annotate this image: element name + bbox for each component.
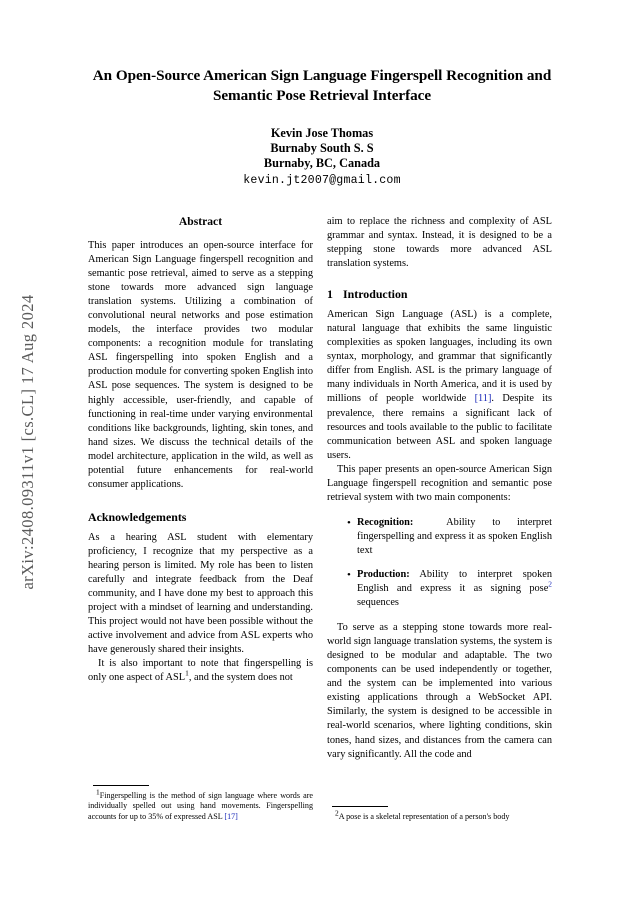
right-column bbox=[327, 215, 552, 762]
intro-text-part2: . Despite its prevalence, there remains a significant lack of resources and tools available to the public to facilitate communication between ASL and spoken language users. bbox=[327, 393, 552, 461]
page-title: An Open-Source American Sign Language Fingerspell Recognition and Semantic Pose Retrieval Interface bbox=[92, 67, 552, 104]
left-column bbox=[88, 215, 313, 685]
footnote-rule bbox=[93, 785, 149, 786]
footnote-text-2 bbox=[327, 808, 552, 822]
author-location: Burnaby, BC, Canada bbox=[263, 156, 381, 171]
author-name: Kevin Jose Thomas bbox=[270, 126, 374, 140]
footnote-marker-2[interactable]: 2 bbox=[548, 579, 552, 589]
acknowledgements-paragraph: As a hearing ASL student with elementary proficiency, I recognize that my perspective as a hearing person is limited. My role has been to listen carefully and integrate feedback from the Deaf community, and I have done my best to approach this project with a mindset of learning and understanding. This project would not have been possible without the active involvement and advice from ASL experts who have generously shared their insights. bbox=[88, 531, 313, 656]
bullet-dot-icon: • bbox=[347, 516, 351, 529]
acknowledgements-continuation bbox=[88, 657, 313, 685]
section-heading-introduction bbox=[327, 287, 552, 301]
continuation-text-part2: , and the system does not bbox=[188, 672, 293, 684]
footnote-body-1: Fingerspelling is the method of sign language where words are individually spelled out using hand movements. Fingerspelling accounts for up to 35% of expressed ASL bbox=[88, 791, 313, 821]
abstract-continuation-paragraph: aim to replace the richness and complexity of ASL grammar and syntax. Instead, it is designed to be a stepping stone towards more advanced ASL translation systems. bbox=[327, 216, 552, 270]
footnote-number-2: 2 bbox=[335, 808, 339, 818]
author-email[interactable]: kevin.jt2007@gmail.com bbox=[243, 173, 401, 187]
author-affiliation: Burnaby South S. S bbox=[270, 141, 374, 156]
components-list bbox=[327, 516, 552, 610]
arxiv-stamp-label: arXiv:2408.09311v1 [cs.CL] 17 Aug 2024 bbox=[18, 294, 37, 590]
bullet-text-recognition: Ability to interpret fingerspelling and express it as spoken English text bbox=[357, 516, 552, 556]
author-block bbox=[88, 126, 556, 189]
introduction-paragraph-2: This paper presents an open-source American Sign Language fingerspell recognition and semantic pose retrieval system with two main components: bbox=[327, 463, 552, 503]
abstract-paragraph: This paper introduces an open-source interface for American Sign Language fingerspell recognition and semantic pose retrieval, aimed to serve as a stepping stone towards more advanced sign language translation systems. Utilizing a combination of convolutional neural networks and pose estimation models, the interface provides two modular components: a recognition module for translating ASL fingerspelling into spoken English and a production module for converting spoken English into ASL pose sequences. The system is designed to be highly accessible, user-friendly, and capable of functioning in real-time under varying environmental conditions like backgrounds, lighting, skin tones, and hand sizes. We discuss the technical details of the model architecture, application in the wild, as well as potential future enhancements for real-world consumer applications. bbox=[88, 240, 313, 490]
footnote-rule bbox=[332, 806, 388, 807]
footnote-left bbox=[88, 785, 313, 822]
section-number: 1 bbox=[327, 287, 333, 302]
list-item bbox=[347, 516, 552, 558]
bullet-label-recognition: Recognition: bbox=[357, 516, 414, 528]
bullet-label-production: Production: bbox=[357, 568, 410, 580]
bullet-text-production-part1: Ability to interpret spoken English and express it as signing pose bbox=[357, 568, 553, 595]
list-item bbox=[347, 568, 552, 610]
continuation-text-part1: It is also important to note that fingerspelling is only one aspect of ASL bbox=[88, 658, 313, 684]
bullet-dot-icon: • bbox=[347, 568, 351, 581]
title-block bbox=[88, 66, 556, 105]
bullet-text-production-part2: sequences bbox=[357, 597, 399, 609]
footnote-marker-1[interactable]: 1 bbox=[185, 668, 189, 678]
introduction-paragraph-1 bbox=[327, 308, 552, 463]
citation-link-11[interactable]: [11] bbox=[474, 393, 492, 405]
footnote-body-2: A pose is a skeletal representation of a person's body bbox=[338, 812, 510, 821]
acknowledgements-heading: Acknowledgements bbox=[88, 509, 187, 524]
abstract-heading: Abstract bbox=[178, 215, 223, 228]
intro-text-part1: American Sign Language (ASL) is a complete, natural language that exhibits the same linguistic complexities as spoken languages, including its own syntax, morphology, and grammar that significantly differ from English. ASL is the primary language of many individuals in North America, and it is used by millions of people worldwide bbox=[327, 309, 552, 405]
citation-link-17[interactable]: [17] bbox=[224, 811, 238, 821]
footnote-text-1 bbox=[88, 787, 313, 822]
footnote-right bbox=[327, 806, 552, 822]
introduction-paragraph-3: To serve as a stepping stone towards more real-world sign language translation systems, the system is designed to be modular and adaptable. The two components can be used independently or together, and the system can be implemented into various existing applications through a WebSocket API. Similarly, the system is designed to be accessible in real-world scenarios, where lighting conditions, skin tones, hand sizes, and distances from the camera can vary significantly. All the code and bbox=[327, 622, 552, 760]
section-title: Introduction bbox=[343, 287, 408, 302]
footnote-number-1: 1 bbox=[96, 787, 100, 797]
